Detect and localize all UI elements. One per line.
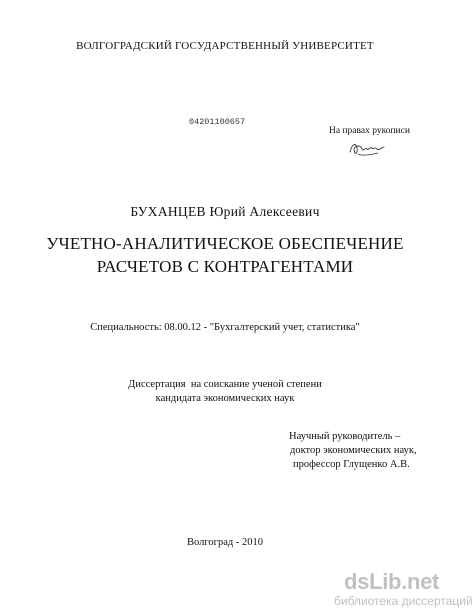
handwritten-signature (348, 138, 386, 160)
advisor-line: Научный руководитель – (289, 431, 401, 442)
scientific-advisor (289, 430, 417, 472)
advisor-line: доктор экономических наук, (290, 445, 417, 456)
watermark-logo: dsLib.net (344, 569, 440, 594)
degree-line: кандидата экономических наук (155, 393, 295, 404)
manuscript-rights-note: На правах рукописи (329, 126, 410, 136)
title-line: РАСЧЕТОВ С КОНТРАГЕНТАМИ (96, 257, 354, 276)
city-year: Волгоград - 2010 (187, 537, 263, 548)
advisor-line: профессор Глущенко А.В. (293, 459, 410, 470)
degree-statement (0, 378, 450, 406)
dissertation-title (0, 232, 450, 278)
degree-line: Диссертация на соискание ученой степени (128, 379, 322, 390)
author-name: БУХАНЦЕВ Юрий Алексеевич (130, 204, 320, 219)
university-name: ВОЛГОГРАДСКИЙ ГОСУДАРСТВЕННЫЙ УНИВЕРСИТЕТ (76, 40, 374, 52)
document-number: 04201100657 (189, 117, 246, 127)
watermark-subtitle: библиотека диссертаций (334, 594, 473, 608)
specialty-line: Специальность: 08.00.12 - "Бухгалтерский учет, статистика" (90, 322, 360, 333)
title-line: УЧЕТНО-АНАЛИТИЧЕСКОЕ ОБЕСПЕЧЕНИЕ (46, 234, 404, 253)
